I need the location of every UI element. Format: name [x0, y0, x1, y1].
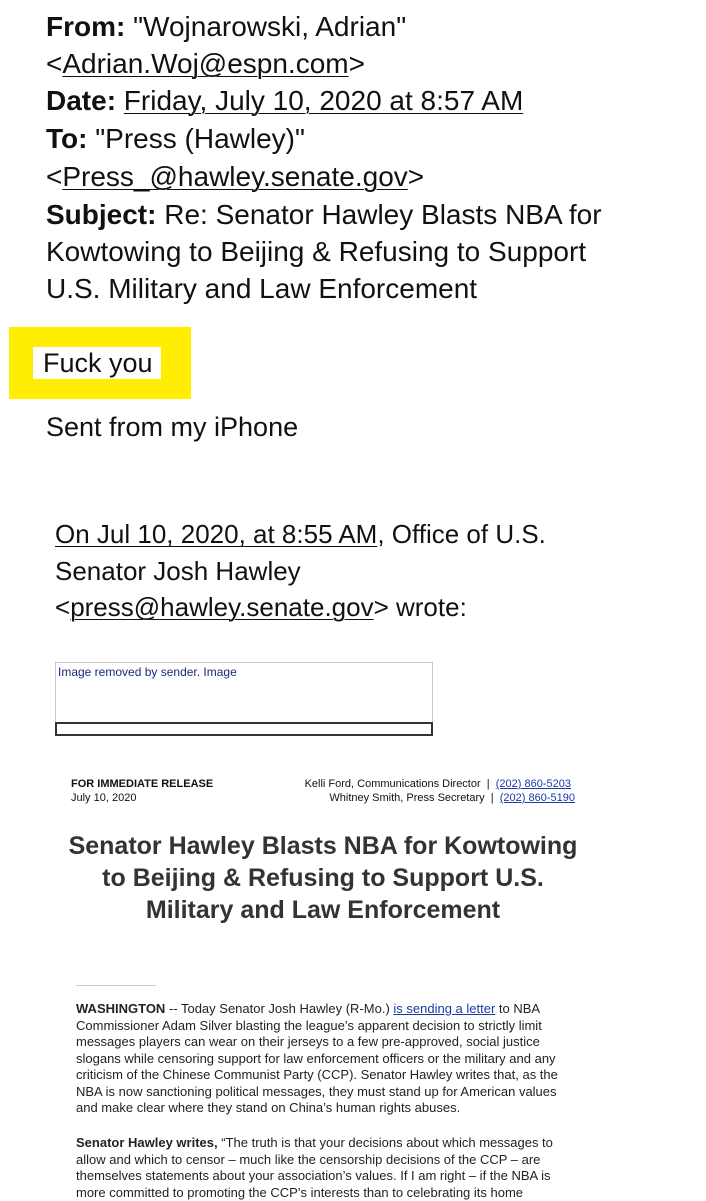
to-bracket-close: >: [407, 161, 425, 192]
quoted-from-2: Senator Josh Hawley: [55, 556, 301, 586]
message-body: Fuck you: [33, 347, 161, 379]
release-label: [71, 777, 213, 791]
from-bracket-close: >: [348, 48, 365, 79]
letter-link[interactable]: is sending a letter: [393, 1001, 496, 1016]
p1-text-a: -- Today Senator Josh Hawley (R-Mo.): [165, 1001, 394, 1016]
subject-text-2: Kowtowing to Beijing & Refusing to Support: [46, 236, 587, 267]
contact-1: [305, 777, 571, 791]
to-line: [46, 120, 305, 157]
date-label: Date:: [46, 85, 117, 116]
p2-lead: Senator Hawley writes,: [76, 1135, 218, 1150]
divider: [76, 985, 156, 986]
subject-text-1: Re: Senator Hawley Blasts NBA for: [164, 199, 602, 230]
quoted-header-line-3: [55, 589, 467, 625]
to-label: To:: [46, 123, 88, 154]
image-placeholder-bar: [55, 722, 433, 736]
subject-line-3: [46, 270, 477, 307]
contact-2-phone[interactable]: (202) 860-5190: [499, 792, 575, 804]
from-label: From:: [46, 11, 126, 42]
contact-1-phone[interactable]: (202) 860-5203: [495, 778, 571, 790]
to-email-line: [46, 158, 424, 195]
from-line: [46, 8, 406, 45]
quoted-wrote: > wrote:: [373, 592, 467, 622]
quoted-header-line-2: [55, 553, 301, 589]
removed-image-placeholder: [55, 662, 433, 736]
from-email-line: [46, 45, 365, 82]
to-bracket-open: <: [46, 161, 63, 192]
highlight-box: [9, 327, 191, 399]
date-link[interactable]: Friday, July 10, 2020 at 8:57 AM: [123, 85, 524, 116]
quoted-from-1: , Office of U.S.: [377, 519, 546, 549]
contact-1-sep: |: [486, 778, 490, 790]
quoted-email-link[interactable]: press@hawley.senate.gov: [70, 592, 374, 622]
subject-text-3: U.S. Military and Law Enforcement: [46, 273, 478, 304]
to-email-link[interactable]: Press_@hawley.senate.gov: [62, 161, 408, 192]
from-email-link[interactable]: Adrian.Woj@espn.com: [62, 48, 349, 79]
contact-2-sep: |: [490, 792, 494, 804]
release-paragraph-1: [76, 1001, 576, 1117]
release-label-text: FOR IMMEDIATE RELEASE: [71, 778, 214, 790]
quoted-header-line-1: [55, 516, 546, 552]
dateline: WASHINGTON: [76, 1001, 166, 1016]
image-removed-text: Image removed by sender. Image: [58, 665, 237, 679]
contact-2: [329, 791, 575, 805]
to-name: "Press (Hawley)": [95, 123, 305, 154]
p1-text-b: to NBA Commissioner Adam Silver blasting the league’s apparent decision to strictly limit messages players can wear on their jerseys to a few pre-approved, social justice slogans while censoring support for law enforcement officers or the military and any criticism of the Chinese Communist Party (CCP). Senator Hawley writes that, as the NBA is now sanctioning political messages, they must stand up for American values and make clear where they stand on China’s human rights abuses.: [76, 1001, 558, 1115]
contact-1-name: Kelli Ford, Communications Director: [304, 778, 481, 790]
subject-line-1: [46, 196, 602, 233]
p2-text: “The truth is that your decisions about which messages to allow and which to censor – much like the censorship decisions of the CCP – are themselves statements about your association’s values. If I am right – if the NBA is more committed to promoting the CCP’s interests than to celebrating its home: [76, 1135, 553, 1200]
quoted-bracket-open: <: [55, 592, 71, 622]
subject-line-2: [46, 233, 586, 270]
date-line: [46, 82, 523, 119]
release-paragraph-2: [76, 1135, 576, 1201]
contact-2-name: Whitney Smith, Press Secretary: [329, 792, 485, 804]
signature: Sent from my iPhone: [46, 412, 299, 442]
quoted-date-link[interactable]: On Jul 10, 2020, at 8:55 AM: [55, 519, 378, 549]
release-title: Senator Hawley Blasts NBA for Kowtowing to Beijing & Refusing to Support U.S. Military and Law Enforcement: [68, 832, 578, 924]
from-name: "Wojnarowski, Adrian": [133, 11, 407, 42]
release-date: July 10, 2020: [71, 792, 137, 804]
from-bracket-open: <: [46, 48, 63, 79]
subject-label: Subject:: [46, 199, 157, 230]
